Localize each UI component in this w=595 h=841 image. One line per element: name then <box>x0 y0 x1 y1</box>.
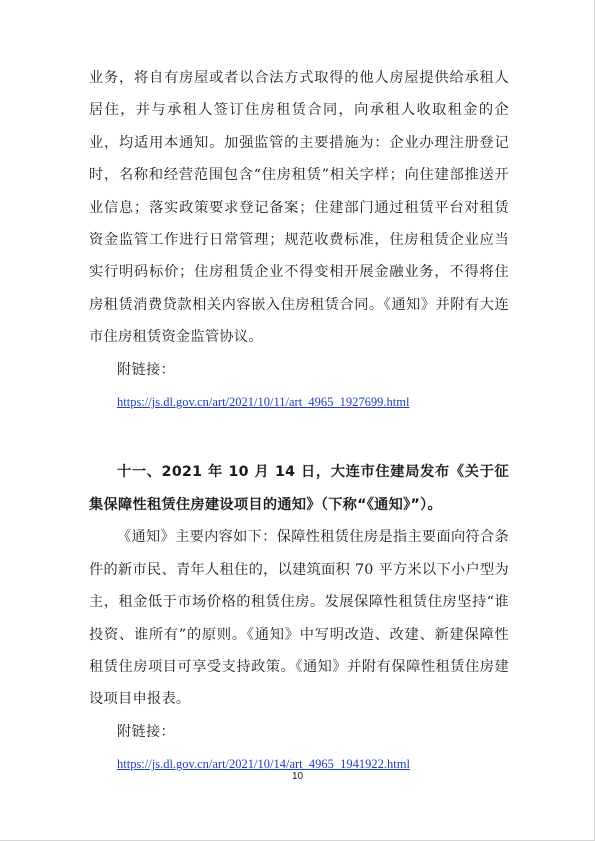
section-10-body: 业务，将自有房屋或者以合法方式取得的他人房屋提供给承租人居住，并与承租人签订住房租赁合同，向承租人收取租金的企业，均适用本通知。加强监管的主要措施为：企业办理注册登记时，名称和经营范围包含“住房租赁”相关字样；向住建部推送开业信息；落实政策要求登记备案；住建部门通过租赁平台对租赁资金监管工作进行日常管理；规范收费标准，住房租赁企业应当实行明码标价；住房租赁企业不得变相开展金融业务，不得将住房租赁消费贷款相关内容嵌入住房租赁合同。《通知》并附有大连市住房租赁资金监管协议。 <box>89 70 509 346</box>
document-body <box>89 62 509 781</box>
section-10-link-label: 附链接： <box>117 361 175 378</box>
section-11-link[interactable]: https://js.dl.gov.cn/art/2021/10/14/art_4965_1941922.html <box>117 757 410 772</box>
section-11-body: 《通知》主要内容如下：保障性租赁住房是指主要面向符合条件的新市民、青年人租住的，以建筑面积 70 平方米以下小户型为主，租金低于市场价格的租赁住房。发展保障性租赁住房坚持“谁投资、谁所有”的原则。《通知》中写明改造、改建、新建保障性租赁住房项目可享受支持政策。《通知》并附有保障性租赁住房建设项目申报表。 <box>89 529 509 708</box>
section-11-link-label: 附链接： <box>117 723 175 740</box>
page-number: 10 <box>291 771 304 782</box>
section-gap <box>89 418 509 456</box>
section-11-heading: 十一、2021 年 10 月 14 日，大连市住建局发布《关于征集保障性租赁住房建设项目的通知》（下称“《通知》”）。 <box>89 464 509 513</box>
section-10-link[interactable]: https://js.dl.gov.cn/art/2021/10/11/art_4965_1927699.html <box>117 395 410 410</box>
